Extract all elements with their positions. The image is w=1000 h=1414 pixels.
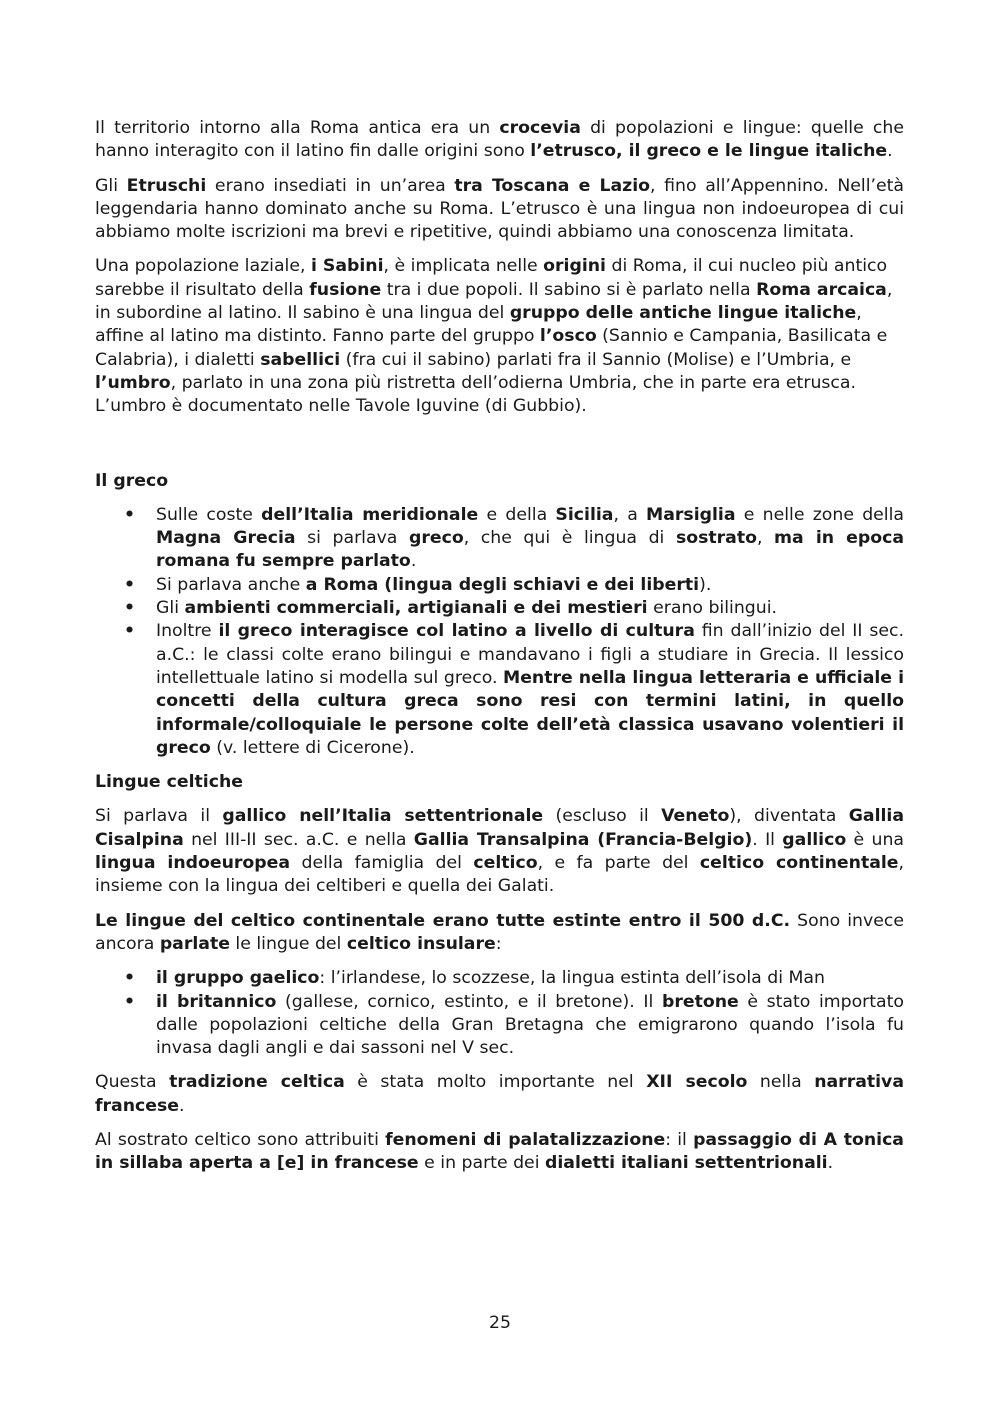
bold-text: passaggio di A tonica in sillaba aperta a [e] in francese — [95, 1129, 904, 1174]
bold-text: sostrato — [675, 528, 757, 549]
bold-text: celtico continentale — [699, 853, 899, 874]
bold-text: bretone — [661, 991, 739, 1012]
list-item-text: il britannico (gallese, cornico, estinto, e il bretone). Il bretone è stato importato dalle popolazioni celtiche della Gran Bretagna che emigrarono quando l’isola fu invasa dagli angli e dai sassoni nel V sec. — [156, 991, 904, 1059]
bold-text: tradizione celtica — [169, 1072, 345, 1093]
bold-text: l’umbro — [95, 372, 171, 393]
bold-text: origini — [543, 256, 606, 277]
bold-text: gallico — [782, 829, 847, 850]
bold-text: sabellici — [260, 349, 341, 370]
bold-text: lingua indoeuropea — [95, 853, 291, 874]
celtiche-bullet-list — [95, 967, 904, 1060]
document-body — [95, 117, 904, 1187]
bold-text: ambienti commerciali, artigianali e dei mestieri — [184, 598, 648, 619]
list-item-text: Si parlava anche a Roma (lingua degli schiavi e dei liberti). — [156, 574, 712, 595]
bold-text: dell’Italia meridionale — [261, 504, 479, 525]
list-item-text: il gruppo gaelico: l’irlandese, lo scozzese, la lingua estinta dell’isola di Man — [156, 968, 825, 989]
list-item-text: Inoltre il greco interagisce col latino a livello di cultura fin dall’inizio del II sec. a.C.: le classi colte erano bilingui e mandavano i figli a studiare in Grecia. Il lessico intellettuale latino si modella sul greco. Mentre nella lingua letteraria e ufficiale i concetti della cultura greca sono resi con termini latini, in quello informale/colloquiale le persone colte dell’età classica usavano volentieri il greco (v. lettere di Cicerone). — [156, 621, 904, 758]
bullet-icon: • — [124, 968, 136, 989]
bullet-icon: • — [124, 504, 136, 525]
list-item — [95, 620, 904, 760]
bold-text: tra Toscana e Lazio — [454, 175, 651, 196]
greco-bullet-list — [95, 504, 904, 760]
bold-text: Mentre nella lingua letteraria e ufficiale i concetti della cultura greca sono resi con termini latini, in quello informale/colloquiale le persone colte dell’età classica usavano volentieri il greco — [156, 667, 904, 758]
bold-text: Etruschi — [126, 175, 207, 196]
section-heading-greco: Il greco — [95, 470, 169, 491]
list-item-text: Sulle coste dell’Italia meridionale e della Sicilia, a Marsiglia e nelle zone della Magna Grecia si parlava greco, che qui è lingua di sostrato, ma in epoca romana fu sempre parlato. — [156, 504, 905, 572]
bold-text: Veneto — [661, 806, 730, 827]
bold-text: celtico — [473, 853, 538, 874]
bold-text: Gallia Transalpina (Francia-Belgio) — [413, 829, 753, 850]
bold-text: il britannico — [156, 991, 277, 1012]
bold-text: Roma arcaica — [756, 279, 887, 300]
bold-text: fusione — [309, 279, 382, 300]
list-item — [95, 967, 904, 990]
paragraph: Gli Etruschi erano insediati in un’area tra Toscana e Lazio, fino all’Appennino. Nell’età leggendaria hanno dominato anche su Roma. L’etrusco è una lingua non indoeuropea di cui abbiamo molte iscrizioni ma brevi e ripetitive, quindi abbiamo una conoscenza limitata. — [95, 175, 904, 243]
list-item — [95, 574, 904, 597]
paragraph: Questa tradizione celtica è stata molto importante nel XII secolo nella narrativa francese. — [95, 1072, 904, 1116]
bold-text: XII secolo — [646, 1072, 748, 1093]
bold-text: Le lingue del celtico continentale erano tutte estinte entro il 500 d.C. — [95, 910, 791, 931]
bold-text: gruppo delle antiche lingue italiche — [509, 303, 857, 324]
bold-text: crocevia — [499, 118, 581, 138]
intro-section — [95, 117, 904, 419]
bullet-icon: • — [124, 991, 136, 1012]
bold-text: il gruppo gaelico — [156, 968, 320, 989]
bold-text: ma in epoca romana fu sempre parlato — [156, 528, 905, 572]
bold-text: greco — [408, 528, 464, 549]
bold-text: a Roma (lingua degli schiavi e dei liberti — [305, 574, 700, 595]
page-number: 25 — [489, 1313, 511, 1333]
bold-text: dialetti italiani settentrionali — [544, 1153, 828, 1174]
paragraph: Al sostrato celtico sono attribuiti fenomeni di palatalizzazione: il passaggio di A tonica in sillaba aperta a [e] in francese e in parte dei dialetti italiani settentrionali. — [95, 1129, 904, 1174]
bold-text: il greco interagisce col latino a livello di cultura — [218, 621, 695, 642]
section-heading-celtiche: Lingue celtiche — [95, 772, 243, 793]
paragraph: Si parlava il gallico nell’Italia settentrionale (escluso il Veneto), diventata Gallia Cisalpina nel III-II sec. a.C. e nella Gallia Transalpina (Francia-Belgio). Il gallico è una lingua indoeuropea della famiglia del celtico, e fa parte del celtico continentale, insieme con la lingua dei celtiberi e quella dei Galati. — [95, 806, 905, 897]
bold-text: celtico insulare — [346, 933, 496, 954]
paragraph: Una popolazione laziale, i Sabini, è implicata nelle origini di Roma, il cui nucleo più antico sarebbe il risultato della fusione tra i due popoli. Il sabino si è parlato nella Roma arcaica, in subordine al latino. Il sabino è una lingua del gruppo delle antiche lingue italiche, affine al latino ma distinto. Fanno parte del gruppo l’osco (Sannio e Campania, Basilicata e Calabria), i dialetti sabellici (fra cui il sabino) parlati fra il Sannio (Molise) e l’Umbria, e l’umbro, parlato in una zona più ristretta dell’odierna Umbria, che in parte era etrusca. L’umbro è documentato nelle Tavole Iguvine (di Gubbio). — [95, 256, 893, 417]
bold-text: Magna Grecia — [156, 528, 296, 549]
bold-text: i Sabini — [310, 256, 384, 277]
list-item-text: Gli ambienti commerciali, artigianali e dei mestieri erano bilingui. — [156, 598, 777, 619]
bold-text: l’osco — [539, 326, 597, 347]
list-item — [95, 504, 904, 574]
bold-text: narrativa francese — [95, 1072, 904, 1116]
bold-text: Marsiglia — [646, 504, 736, 525]
bold-text: Gallia Cisalpina — [95, 806, 904, 850]
bold-text: fenomeni di palatalizzazione — [385, 1129, 666, 1150]
bold-text: Sicilia — [555, 504, 614, 525]
bold-text: l’etrusco, il greco e le lingue italiche — [530, 141, 888, 162]
paragraph: Il territorio intorno alla Roma antica era un crocevia di popolazioni e lingue: quelle che hanno interagito con il latino fin dalle origini sono l’etrusco, il greco e le lingue italiche. — [95, 118, 904, 162]
bullet-icon: • — [124, 621, 136, 642]
bullet-icon: • — [124, 574, 136, 595]
bullet-icon: • — [124, 598, 136, 619]
paragraph: Le lingue del celtico continentale erano tutte estinte entro il 500 d.C. Sono invece ancora parlate le lingue del celtico insulare: — [95, 910, 904, 954]
bold-text: gallico nell’Italia settentrionale — [222, 806, 544, 827]
list-item — [95, 991, 904, 1061]
list-item — [95, 597, 904, 620]
bold-text: parlate — [159, 933, 230, 954]
